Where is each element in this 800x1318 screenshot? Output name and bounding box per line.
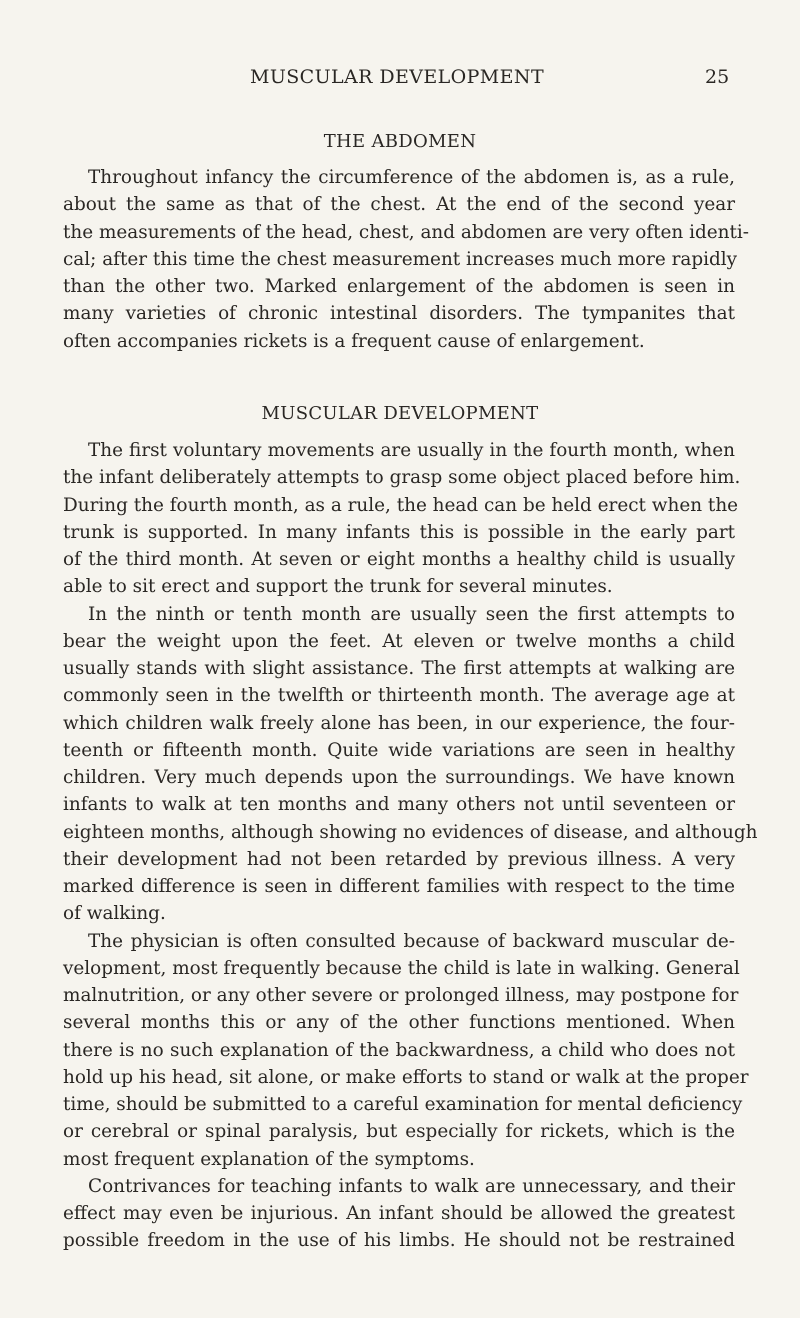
text-line: infants to walk at ten months and many others not until seventeen or [63, 794, 735, 816]
running-head [0, 66, 800, 96]
text-line: the measurements of the head, chest, and abdomen are very often identi- [63, 221, 749, 243]
section-heading-muscular-development: MUSCULAR DEVELOPMENT [261, 403, 539, 424]
text-line: about the same as that of the chest. At the end of the second year [63, 194, 735, 216]
text-line: effect may even be injurious. An infant should be allowed the greatest [63, 1203, 735, 1224]
text-line: children. Very much depends upon the surroundings. We have known [63, 767, 735, 788]
text-line: their development had not been retarded by previous illness. A very [63, 848, 735, 870]
text-line: Throughout infancy the circumference of the abdomen is, as a rule, [88, 167, 735, 188]
text-line: often accompanies rickets is a frequent cause of enlargement. [63, 330, 645, 352]
section-body-abdomen [63, 164, 749, 355]
text-line: the infant deliberately attempts to grasp some object placed before him. [63, 467, 741, 489]
text-line: marked difference is seen in different families with respect to the time [63, 876, 735, 897]
text-line: teenth or fifteenth month. Quite wide variations are seen in healthy [63, 739, 735, 761]
section-body-muscular-development [63, 437, 758, 1255]
text-line: eighteen months, although showing no evidences of disease, and although [63, 821, 758, 843]
text-line: many varieties of chronic intestinal disorders. The tympanites that [63, 303, 735, 325]
text-line: Contrivances for teaching infants to walk are unnecessary, and their [88, 1175, 735, 1197]
text-line: cal; after this time the chest measurement increases much more rapidly [63, 248, 738, 270]
text-line: of the third month. At seven or eight months a healthy child is usually [63, 549, 735, 570]
text-line: possible freedom in the use of his limbs. He should not be restrained [63, 1230, 735, 1252]
text-line: The physician is often consulted because of backward muscular de- [88, 930, 735, 952]
text-line: commonly seen in the twelfth or thirteenth month. The average age at [63, 685, 735, 707]
text-line: velopment, most frequently because the child is late in walking. General [63, 957, 740, 979]
text-line: which children walk freely alone has been, in our experience, the four- [63, 712, 735, 734]
text-line: most frequent explanation of the symptoms. [63, 1148, 475, 1170]
text-line: or cerebral or spinal paralysis, but especially for rickets, which is the [63, 1121, 735, 1143]
text-line: several months this or any of the other functions mentioned. When [63, 1012, 735, 1034]
text-line: During the fourth month, as a rule, the head can be held erect when the [63, 494, 739, 516]
text-line: there is no such explanation of the backwardness, a child who does not [63, 1039, 735, 1061]
text-line: hold up his head, sit alone, or make efforts to stand or walk at the proper [63, 1066, 749, 1088]
text-line: bear the weight upon the feet. At eleven or twelve months a child [63, 630, 735, 652]
text-line: trunk is supported. In many infants this is possible in the early part [63, 521, 735, 543]
text-line: of walking. [63, 903, 166, 925]
text-line: time, should be submitted to a careful examination for mental deficiency [63, 1094, 743, 1115]
page-number: 25 [705, 66, 730, 88]
text-line: than the other two. Marked enlargement of the abdomen is seen in [63, 276, 735, 297]
text-line: malnutrition, or any other severe or prolonged illness, may postpone for [63, 985, 739, 1006]
text-line: able to sit erect and support the trunk for several minutes. [63, 576, 613, 598]
text-line: The first voluntary movements are usually in the fourth month, when [88, 440, 735, 461]
text-line: usually stands with slight assistance. The first attempts at walking are [63, 658, 735, 679]
section-heading-abdomen: THE ABDOMEN [323, 131, 477, 152]
text-line: In the ninth or tenth month are usually seen the first attempts to [88, 603, 735, 625]
running-title: MUSCULAR DEVELOPMENT [250, 66, 545, 88]
